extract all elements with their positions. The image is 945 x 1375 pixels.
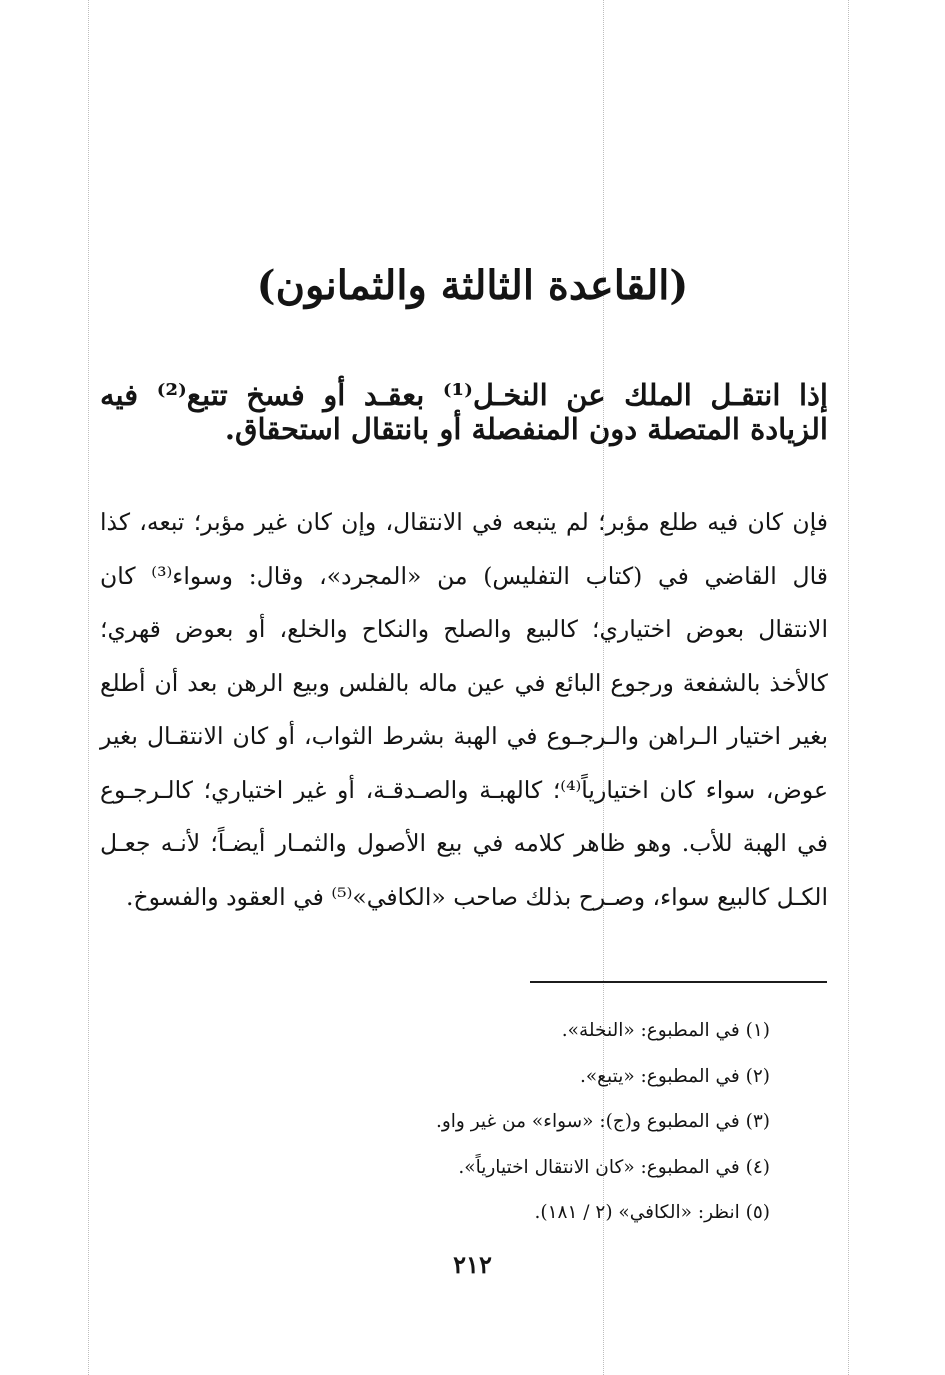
footnote-5: (٥) انظر: «الكافي» (٢ / ١٨١). [534,1202,770,1223]
footnote-2: (٢) في المطبوع: «يتبع». [579,1065,770,1087]
footnotes [300,1008,770,1236]
footnote-1: (١) في المطبوع: «النخلة». [561,1020,770,1041]
page-number: ٢١٢ [453,1250,492,1279]
footnote-divider [530,981,827,983]
body-text [100,496,828,924]
footnote-4: (٤) في المطبوع: «كان الانتقال اختيارياً». [458,1156,770,1178]
rule-text: إذا انتقـل الملك عن النخـل⁽¹⁾ بعقـد أو فسخ تتبع⁽²⁾ فيه الزيادة المتصلة دون المنفصلة أو بانتقال استحقاق. [100,378,828,446]
rule-statement [100,378,828,446]
footnote-3: (٣) في المطبوع و(ج): «سواء» من غير واو. [435,1111,770,1132]
page-title: (القاعدة الثالثة والثمانون) [256,262,689,309]
body-paragraph: فإن كان فيه طلع مؤبر؛ لم يتبعه في الانتقال، وإن كان غير مؤبر؛ تبعه، كذا قال القاضي في (كتاب التفليس) من «المجرد»، وقال: وسواء⁽³⁾ كان الانتقال بعوض اختياري؛ كالبيع والصلح والنكاح والخلع، أو بعوض قهري؛ كالأخذ بالشفعة ورجوع البائع في عين ماله بالفلس وبيع الرهن بعد أن أطلع بغير اختيار الـراهن والـرجـوع في الهبة بشرط الثواب، أو كان الانتقـال بغير عوض، سواء كان اختيارياً⁽⁴⁾؛ كالهبـة والصـدقـة، أو غير اختياري؛ كالـرجـوع في الهبة للأب. وهو ظاهر كلامه في بيع الأصول والثمـار أيضـاً؛ لأنـه جعـل الكـل كالبيع سواء، وصـرح بذلك صاحب «الكافي»⁽⁵⁾ في العقود والفسوخ. [100,508,828,911]
